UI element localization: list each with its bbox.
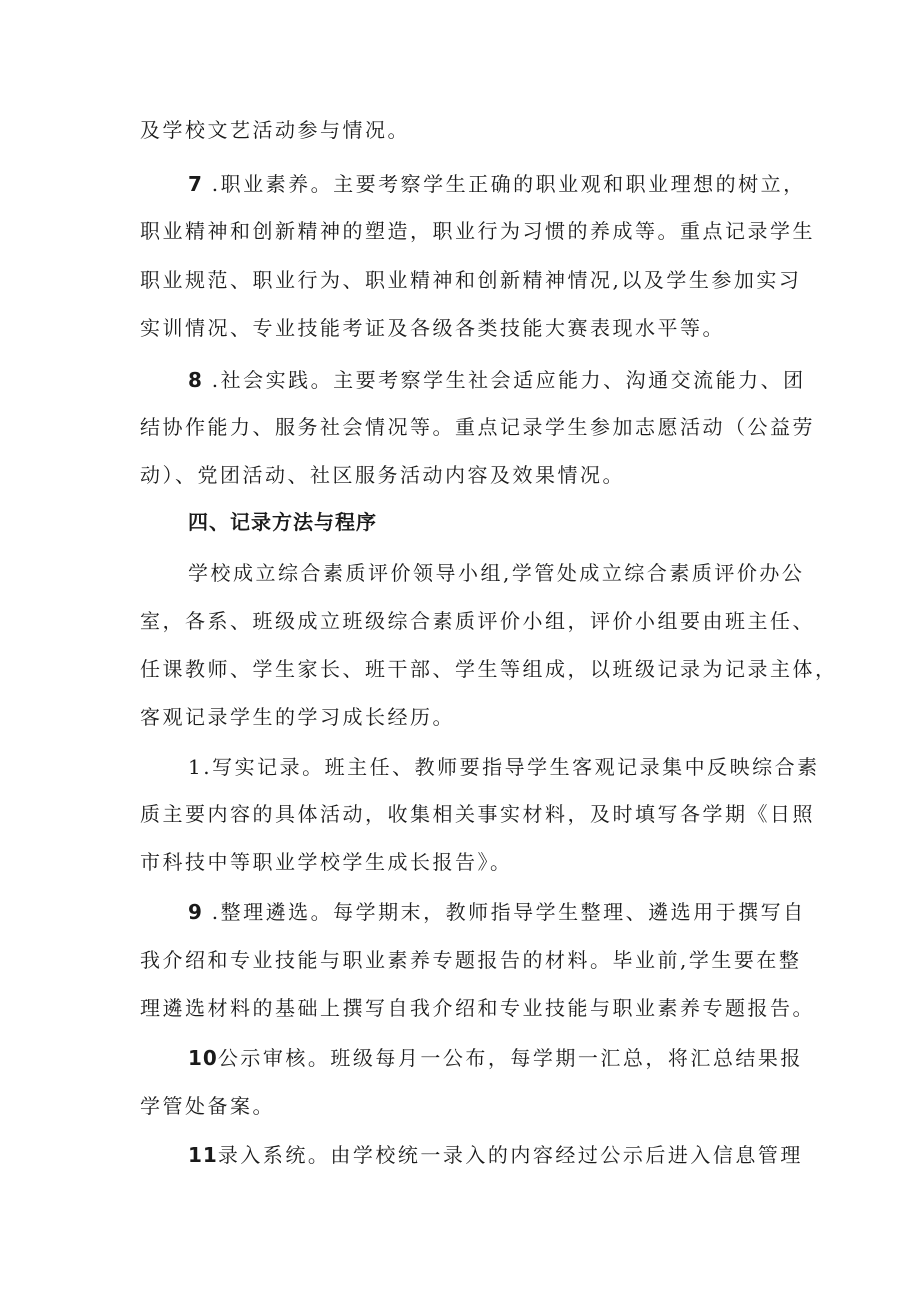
paragraph-line: 动）、党团活动、社区服务活动内容及效果情况。 xyxy=(140,463,625,487)
paragraph-line: 及学校文艺活动参与情况。 xyxy=(140,118,410,142)
paragraph-line: 职业精神和创新精神的塑造，职业行为习惯的养成等。重点记录学生 xyxy=(140,219,815,243)
item-number: 10 xyxy=(188,1046,218,1070)
paragraph-line: 理遴选材料的基础上撰写自我介绍和专业技能与职业素养专题报告。 xyxy=(140,996,815,1020)
paragraph-line: 市科技中等职业学校学生成长报告》。 xyxy=(140,850,513,874)
item-number: 8 xyxy=(188,368,203,392)
list-item-line: 8 .社会实践。主要考察学生社会适应能力、沟通交流能力、团 xyxy=(188,368,806,392)
paragraph-line: 学校成立综合素质评价领导小组,学管处成立综合素质评价办公 xyxy=(188,561,805,585)
paragraph-line: 结协作能力、服务社会情况等。重点记录学生参加志愿活动（公益劳 xyxy=(140,415,815,439)
paragraph-line: 1.写实记录。班主任、教师要指导学生客观记录集中反映综合素 xyxy=(188,755,820,779)
paragraph-line: 质主要内容的具体活动，收集相关事实材料，及时填写各学期《日照 xyxy=(140,802,815,826)
item-number: 9 xyxy=(188,900,203,924)
item-number: 11 xyxy=(188,1143,218,1167)
paragraph-line: 我介绍和专业技能与职业素养专题报告的材料。毕业前,学生要在整 xyxy=(140,948,802,972)
list-item-line: 10公示审核。班级每月一公布，每学期一汇总，将汇总结果报 xyxy=(188,1046,803,1070)
list-item-line: 9 .整理遴选。每学期末，教师指导学生整理、遴选用于撰写自 xyxy=(188,900,806,924)
paragraph-line: 任课教师、学生家长、班干部、学生等组成，以班级记录为记录主体， xyxy=(140,657,838,681)
paragraph-line: 职业规范、职业行为、职业精神和创新精神情况,以及学生参加实习 xyxy=(140,268,802,292)
item-number: 7 xyxy=(188,172,203,196)
list-item-line: 11录入系统。由学校统一录入的内容经过公示后进入信息管理 xyxy=(188,1143,803,1167)
list-item-line: 7 .职业素养。主要考察学生正确的职业观和职业理想的树立， xyxy=(188,172,806,196)
paragraph-line: 实训情况、专业技能考证及各级各类技能大赛表现水平等。 xyxy=(140,316,725,340)
paragraph-line: 学管处备案。 xyxy=(140,1094,275,1118)
paragraph-line: 客观记录学生的学习成长经历。 xyxy=(140,705,455,729)
paragraph-line: 室，各系、班级成立班级综合素质评价小组，评价小组要由班主任、 xyxy=(140,609,815,633)
section-heading: 四、记录方法与程序 xyxy=(188,510,377,534)
